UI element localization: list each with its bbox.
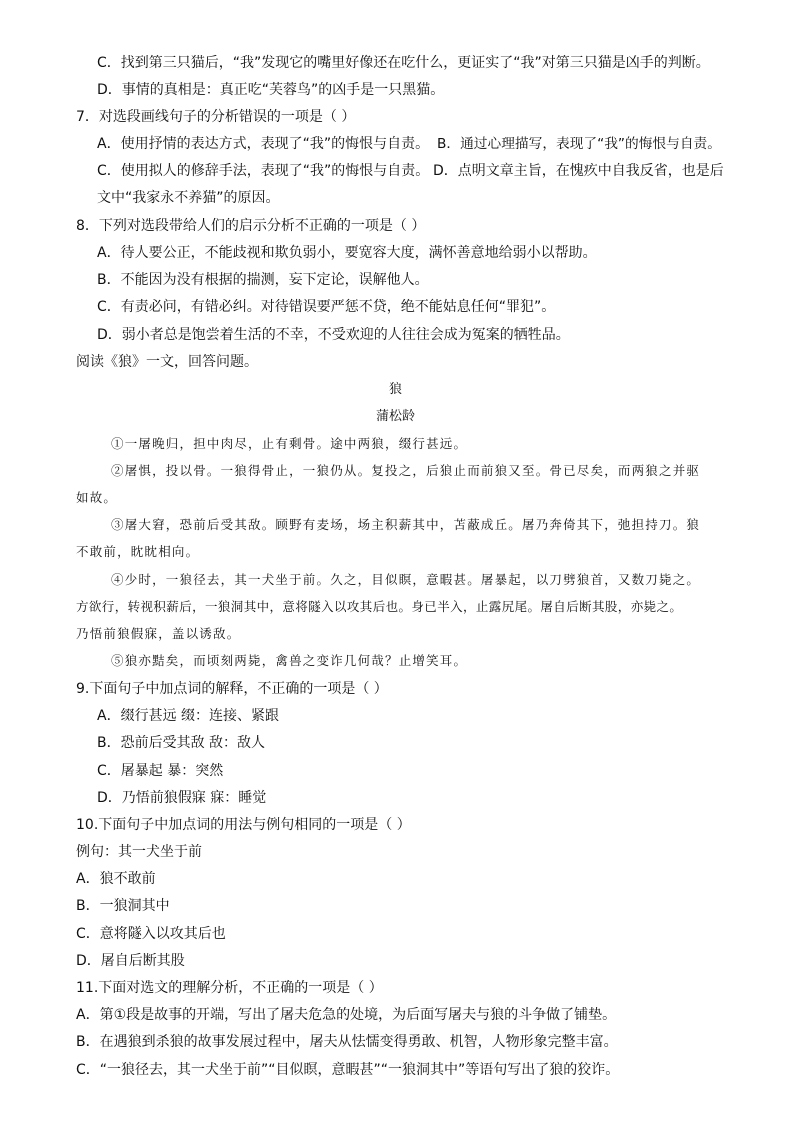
q8-option-d: D．弱小者总是饱尝着生活的不幸，不受欢迎的人往往会成为冤案的牺牲品。	[97, 327, 570, 343]
q7-option-b: B．通过心理描写，表现了“我”的悔恨与自责。	[437, 136, 721, 152]
q9-option-c: C．屠暴起 暴：突然	[97, 763, 224, 779]
article-paragraph-1: ①一屠晚归，担中肉尽，止有剩骨。途中两狼，缀行甚远。	[111, 436, 468, 451]
q11-option-b: B．在遇狼到杀狼的故事发展过程中，屠夫从怯懦变得勇敢、机智，人物形象完整丰富。	[76, 1034, 618, 1050]
article-paragraph-3: ③屠大窘，恐前后受其敌。顾野有麦场，场主积薪其中，苫蔽成丘。屠乃奔倚其下，弛担持刀。狼	[111, 517, 701, 532]
question-9-stem: 9.下面句子中加点词的解释，不正确的一项是（ ）	[76, 681, 388, 697]
q7-option-d-continued: 文中“我家永不养猫”的原因。	[97, 190, 280, 206]
question-8-stem: 8．下列对选段带给人们的启示分析不正确的一项是（ ）	[76, 218, 426, 234]
article-paragraph-4-continued: 方欲行，转视积薪后，一狼洞其中，意将隧入以攻其后也。身已半入，止露尻尾。屠自后断其股，亦毙之。	[76, 599, 683, 614]
q8-option-b: B．不能因为没有根据的揣测，妄下定论，误解他人。	[97, 272, 429, 288]
q7-option-c: C．使用拟人的修辞手法，表现了“我”的悔恨与自责。	[97, 163, 430, 179]
article-paragraph-4-end: 乃悟前狼假寐，盖以诱敌。	[76, 626, 241, 641]
q11-option-c: C．“一狼径去，其一犬坐于前”“目似瞑，意暇甚”“一狼洞其中”等语句写出了狼的狡诈。	[76, 1062, 620, 1078]
article-paragraph-2: ②屠惧，投以骨。一狼得骨止，一狼仍从。复投之，后狼止而前狼又至。骨已尽矣，而两狼之并驱	[111, 463, 701, 478]
q9-option-b: B．恐前后受其敌 敌：敌人	[97, 735, 266, 751]
article-paragraph-2-continued: 如故。	[76, 490, 118, 505]
question-10-stem: 10.下面句子中加点词的用法与例句相同的一项是（ ）	[76, 817, 411, 833]
q10-option-a: A．狼不敢前	[76, 871, 156, 887]
article-paragraph-4: ④少时，一狼径去，其一犬坐于前。久之，目似瞑，意暇甚。屠暴起，以刀劈狼首，又数刀毙之。	[111, 572, 701, 587]
q8-option-a: A．待人要公正，不能歧视和欺负弱小，要宽容大度，满怀善意地给弱小以帮助。	[97, 245, 597, 261]
article-paragraph-5: ⑤狼亦黠矣，而顷刻两毙，禽兽之变诈几何哉？止增笑耳。	[111, 653, 468, 668]
article-author: 蒲松龄	[376, 409, 416, 424]
option-d: D．事情的真相是：真正吃“芙蓉鸟”的凶手是一只黑猫。	[97, 82, 445, 98]
q10-option-d: D．屠自后断其股	[76, 953, 185, 969]
q11-option-a: A．第①段是故事的开端，写出了屠夫危急的处境，为后面写屠夫与狼的斗争做了铺垫。	[76, 1007, 617, 1023]
article-paragraph-3-continued: 不敢前，眈眈相向。	[76, 544, 200, 559]
question-11-stem: 11.下面对选文的理解分析，不正确的一项是（ ）	[76, 980, 383, 996]
reading-instruction: 阅读《狼》一文，回答问题。	[76, 354, 258, 370]
q10-option-c: C．意将隧入以攻其后也	[76, 926, 226, 942]
q8-option-c: C．有责必问，有错必纠。对待错误要严惩不贷，绝不能姑息任何“罪犯”。	[97, 299, 556, 315]
q10-example: 例句：其一犬坐于前	[76, 844, 202, 860]
option-c: C．找到第三只猫后，“我”发现它的嘴里好像还在吃什么，更证实了“我”对第三只猫是凶手的判断。	[97, 55, 710, 71]
q9-option-a: A．缀行甚远 缀：连接、紧跟	[97, 708, 280, 724]
q9-option-d: D．乃悟前狼假寐 寐：睡觉	[97, 790, 267, 806]
q7-option-d: D．点明文章主旨，在愧疚中自我反省，也是后	[433, 163, 724, 179]
q7-option-a: A．使用抒情的表达方式，表现了“我”的悔恨与自责。	[97, 136, 430, 152]
article-title: 狼	[389, 382, 403, 397]
q10-option-b: B．一狼洞其中	[76, 898, 170, 914]
question-7-stem: 7．对选段画线句子的分析错误的一项是（ ）	[76, 109, 356, 125]
